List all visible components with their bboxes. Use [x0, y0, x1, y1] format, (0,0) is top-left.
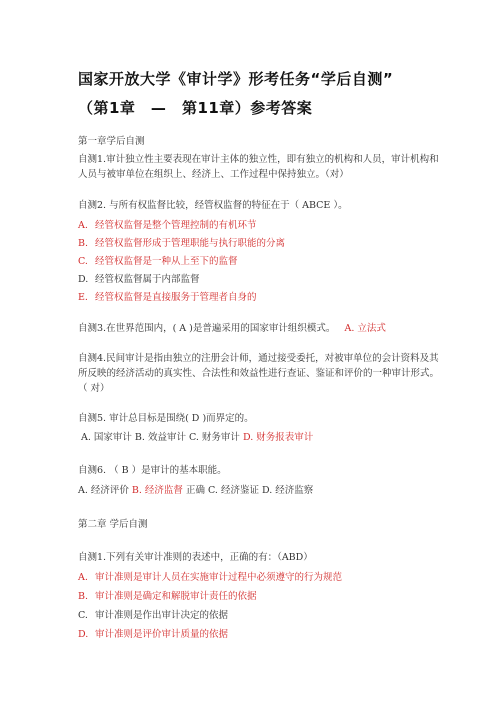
doc-title: 国家开放大学《审计学》形考任务“学后自测”: [78, 70, 394, 88]
q2-option-b: B. 经管权监督形成于管理职能与执行职能的分离: [78, 238, 286, 249]
q6-options: A. 经济评价 B. 经济监督 正确 C. 经济鉴证 D. 经济监察: [78, 485, 314, 496]
chapter1-heading: 第一章学后自测: [78, 136, 145, 147]
question-6: 自测6. （ B ）是审计的基本职能。: [78, 465, 227, 476]
chapter2-heading: 第二章 学后自测: [78, 519, 148, 530]
q3-answer: A. 立法式: [344, 323, 386, 334]
q5-options: A. 国家审计 B. 效益审计 C. 财务审计 D. 财务报表审计: [81, 432, 314, 443]
q2-option-a: A. 经管权监督是整个管理控制的有机环节: [78, 220, 257, 231]
doc-subtitle: （第1章 — 第11章）参考答案: [78, 99, 313, 117]
question-5: 自测5. 审计总目标是围绕( D )而界定的。: [78, 413, 254, 424]
q7-option-b: B. 审计准则是确定和解脱审计责任的依据: [78, 591, 257, 602]
q7-option-d: D. 审计准则是评价审计质量的依据: [78, 629, 229, 640]
question-7: 自测1.下列有关审计准则的表述中，正确的有：（ABD）: [78, 552, 313, 563]
question-4: 自测4.民间审计是指由独立的注册会计师，通过接受委托，对被审单位的会计资料及其所反映的经济活动的真实性、合法性和效益性进行查证、鉴证和评价的一种审计形式。（ 对）: [78, 353, 440, 394]
q2-option-d: D. 经管权监督属于内部监督: [78, 274, 200, 285]
q7-option-c: C. 审计准则是作出审计决定的依据: [78, 610, 229, 621]
question-3: 自测3.在世界范围内，( A )是普遍采用的国家审计组织模式。 A. 立法式: [78, 323, 386, 334]
question-1: 自测1.审计独立性主要表现在审计主体的独立性，即有独立的机构和人员，审计机构和人员与被审单位在组织上、经济上、工作过程中保持独立。（对）: [78, 154, 439, 180]
q2-option-e: E. 经管权监督是直接服务于管理者自身的: [78, 292, 257, 303]
question-2: 自测2. 与所有权监督比较，经管权监督的特征在于（ ABCE ）。: [78, 200, 348, 211]
q7-option-a: A. 审计准则是审计人员在实施审计过程中必须遵守的行为规范: [78, 572, 343, 583]
q2-option-c: C. 经管权监督是一种从上至下的监督: [78, 256, 238, 267]
